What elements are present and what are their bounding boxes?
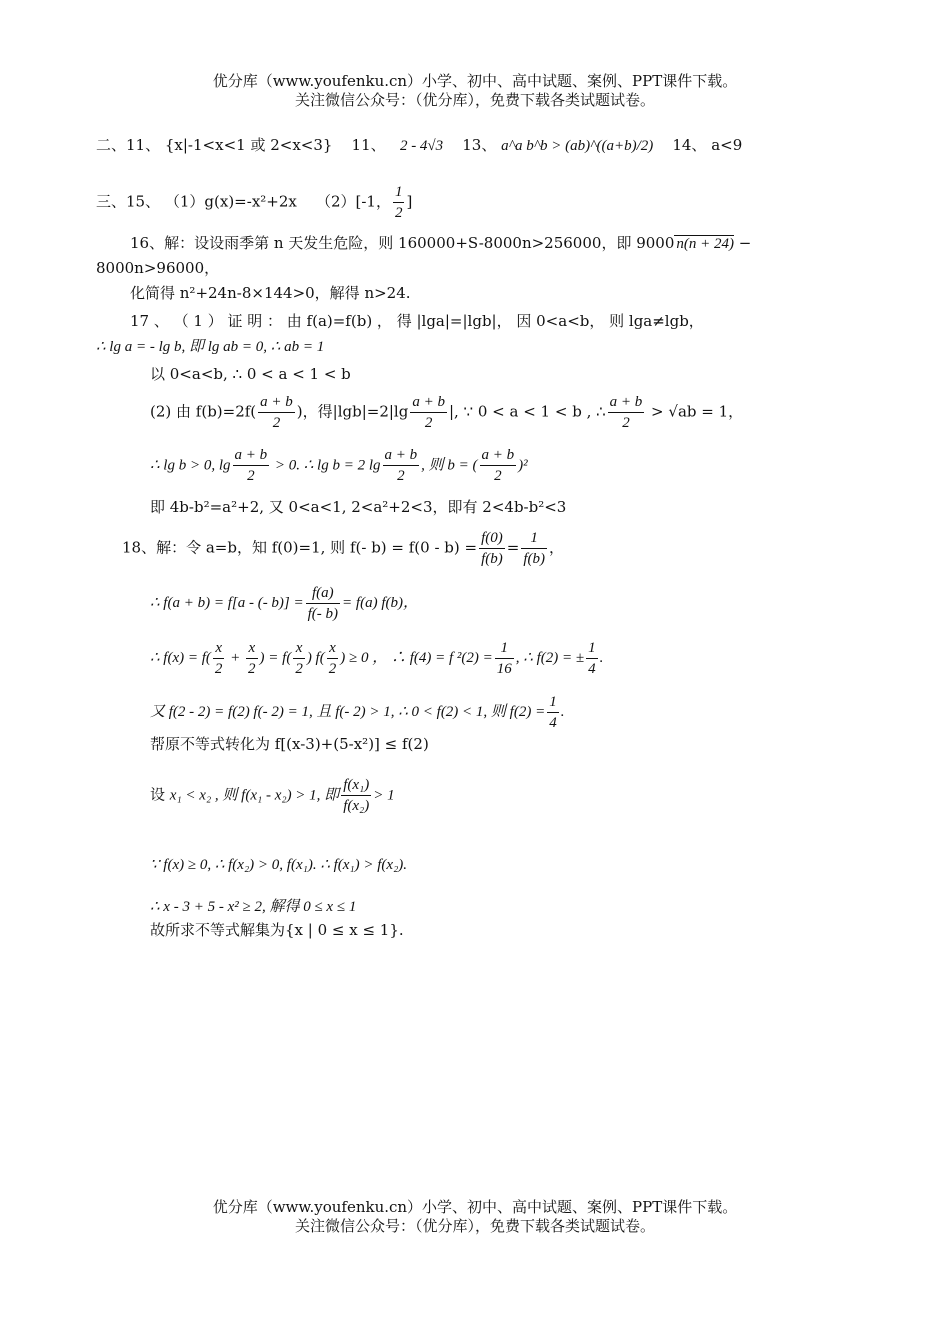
answer-11b-label: 11、 [351,136,386,154]
sqrt-expression: n(n + 24) [676,236,735,252]
q18-line-3: ∴ f(x) = f( $\frac{x}{2}$ + $\frac{x}{2}$ ) = f( $\frac{x}{2}$ ) f( $\frac{x}{2}$ ) ≥ 0 ， ∴ f(4) = f ²(2) = $\frac{1}{16}$ , ∴ f(2) = ± $\frac{1}{4}$ . [150,640,604,677]
fraction-fx1-over-fx2: $\frac{\text{f(x₁)}}{\text{f(x₂)}}$ [343,777,370,814]
fraction-a-plus-b: $\frac{a + b}{2}$ [260,394,293,431]
q18-line-8: ∴ x - 3 + 5 - x² ≥ 2, 解得 0 ≤ x ≤ 1 [150,899,357,915]
answer-13-label: 13、 [462,136,497,154]
fraction-a-plus-b: $\frac{a + b}{2}$ [609,394,643,431]
fraction-1-over-fb: $\frac{1}{f(b)}$ [523,530,546,567]
answer-11b: 2 - 4√3 [399,138,444,154]
footer-line-2: 关注微信公众号：（优分库），免费下载各类试题试卷。 [294,1217,655,1235]
fraction-1-over-4: $\frac{1}{4}$ [588,640,596,677]
q17-line-2: ∴ lg a = - lg b, 即 lg ab = 0, ∴ ab = 1 [96,339,325,355]
fraction-f0-over-fb: $\frac{f(0)}{f(b)}$ [481,530,503,567]
fraction-x-over-2: $\frac{x}{2}$ [295,640,303,677]
fraction-1-over-16: $\frac{1}{16}$ [496,640,512,677]
q16-line-2: 8000n>96000， [96,259,220,277]
q18-line-2: ∴ f(a + b) = f[a - (- b)] = $\frac{f(a)}{f(- b)}$ = f(a) f(b)， [150,585,418,622]
section-3-label: 三、15、 [96,192,161,211]
q17-line-4: (2) 由 f(b)=2f( $\frac{a + b}{2}$ )，得|lgb|=2|lg $\frac{a + b}{2}$ |, ∵ 0 < a < 1 < b , ∴ $\frac{a + b}{2}$ > √ab = 1， [150,394,744,431]
answer-15-part-1: （1）g(x)=-x²+2x [164,192,297,211]
answers-section-3: 三、15、 （1）g(x)=-x²+2x （2）[-1， $\frac{1}{2}$ ] [96,184,413,221]
fraction-a-plus-b: $\frac{a + b}{2}$ [234,447,268,484]
q18-line-9: 故所求不等式解集为{x | 0 ≤ x ≤ 1}. [150,921,404,939]
fraction-x-over-2: $\frac{x}{2}$ [248,640,256,677]
fraction-half: $\frac{1}{2}$ [394,184,403,221]
header-line-2: 关注微信公众号：（优分库），免费下载各类试题试卷。 [294,91,655,109]
footer-line-1: 优分库（www.youfenku.cn）小学、初中、高中试题、案例、PPT课件下载。 [212,1198,738,1216]
header-line-1: 优分库（www.youfenku.cn）小学、初中、高中试题、案例、PPT课件下载。 [212,72,738,90]
q18-line-5: 帮原不等式转化为 f[(x-3)+(5-x²)] ≤ f(2) [150,735,429,753]
answer-11: {x|-1<x<1 或 2<x<3} [164,136,333,154]
section-2-label: 二、11、 [96,136,161,154]
q17-line-6: 即 4b-b²=a²+2, 又 0<a<1, 2<a²+2<3，即有 2<4b-b²<3 [150,498,567,516]
fraction-fa-over-fneg-b: $\frac{f(a)}{f(- b)}$ [307,585,339,622]
answers-section-2 [96,135,742,156]
q18-line-6: 设 x₁ < x₂ , 则 f(x₁ - x₂) > 1, 即 $\frac{\text{f(x₁)}}{\text{f(x₂)}}$ > 1 [150,777,395,814]
q16-line-3: 化简得 n²+24n-8×144>0，解得 n>24. [130,284,411,302]
q18-line-7: ∵ f(x) ≥ 0, ∴ f(x₂) > 0, f(x₁). ∴ f(x₁) > f(x₂). [150,857,408,873]
q18-line-1: 18、解：令 a=b，知 f(0)=1, 则 f(- b) = f(0 - b) = $\frac{f(0)}{f(b)}$ = $\frac{1}{f(b)}$ ， [122,530,565,567]
q17-line-5: ∴ lg b > 0, lg $\frac{a + b}{2}$ > 0. ∴ lg b = 2 lg $\frac{a + b}{2}$ , 则 b = ( $\frac{a + b}{2}$ )² [150,447,528,484]
answer-15-part-2: （2）[-1， [315,192,391,211]
fraction-a-plus-b: $\frac{a + b}{2}$ [412,394,445,431]
fraction-x-over-2: $\frac{x}{2}$ [214,640,223,677]
answer-14: a<9 [711,136,743,154]
fraction-1-over-4: $\frac{1}{4}$ [549,694,557,731]
answer-14-label: 14、 [672,136,707,154]
fraction-a-plus-b: $\frac{a + b}{2}$ [384,447,418,484]
q18-line-4: 又 f(2 - 2) = f(2) f(- 2) = 1, 且 f(- 2) > 1, ∴ 0 < f(2) < 1, 则 f(2) = $\frac{1}{4}$ . [150,694,565,731]
q17-line-1: 17 、 （ 1 ） 证 明 ： 由 f(a)=f(b) ， 得 |lga|=|lgb|， 因 0<a<b， 则 lga≠lgb， [130,312,704,330]
answer-13: a^a b^b > (ab)^((a+b)/2) [501,138,654,154]
q16-line-1: 16、解：设设雨季第 n 天发生危险，则 160000+S-8000n>256000，即 9000 n(n + 24) − [130,234,752,252]
q17-line-3: 以 0<a<b, ∴ 0 < a < 1 < b [150,365,351,383]
fraction-x-over-2: $\frac{x}{2}$ [328,640,337,677]
fraction-a-plus-b: $\frac{a + b}{2}$ [481,447,515,484]
